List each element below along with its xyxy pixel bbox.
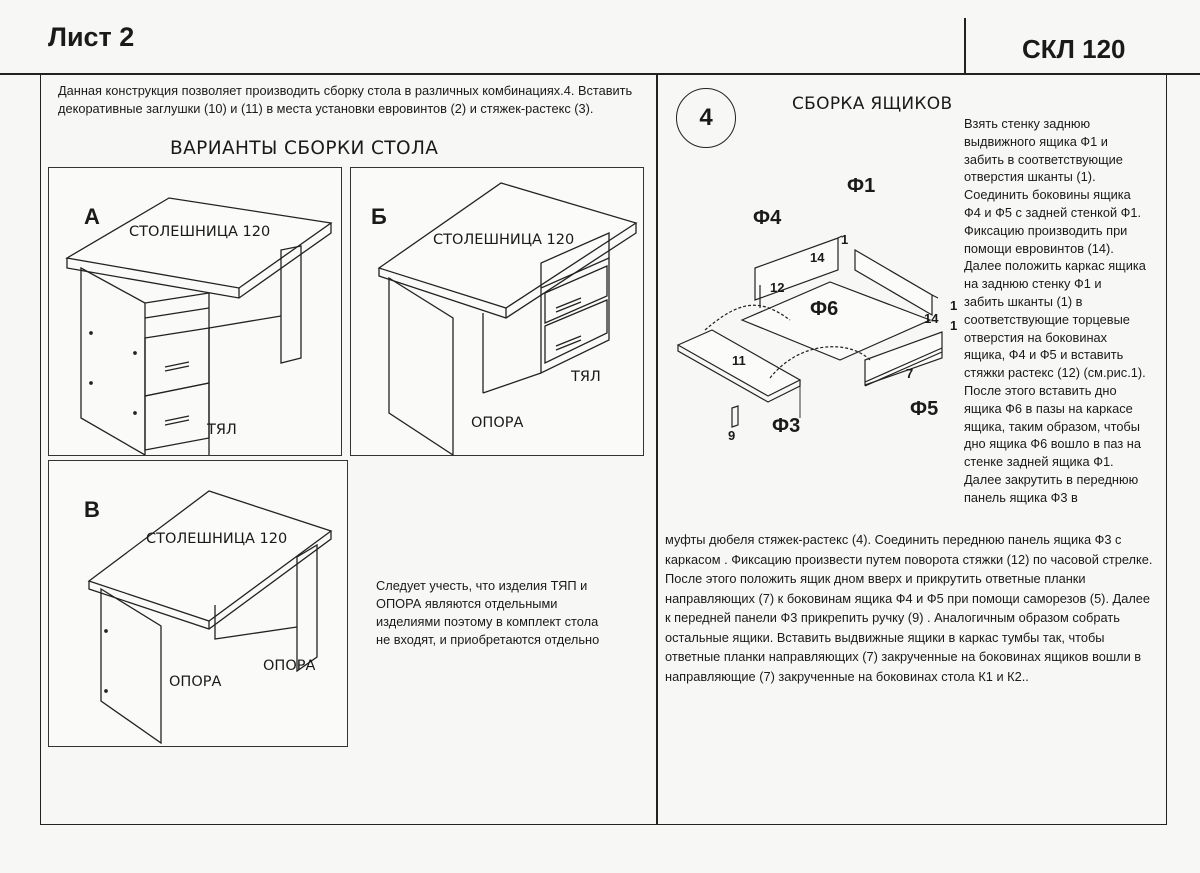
drawer-assembly-diagram: [660, 170, 960, 460]
instruction-line: забить в соответствующие: [964, 151, 1123, 167]
callout-7: 7: [906, 366, 914, 381]
note-line: Следует учесть, что изделия ТЯП и: [376, 578, 588, 593]
note-text: [376, 577, 599, 649]
instruction-line: направляющих (7) к боковинам ящика Ф4 и Ф5 при помощи саморезов (5). Далее: [665, 590, 1151, 606]
callout-1a: 1: [841, 232, 849, 247]
product-code: СКЛ 120: [1022, 34, 1126, 64]
instruction-line: Ф4 и Ф5 с задней стенкой Ф1.: [964, 204, 1142, 220]
variant-c-top-label: СТОЛЕШНИЦА 120: [146, 531, 288, 547]
instruction-line: отверстия на боковинах: [964, 329, 1108, 345]
intro-text: [58, 82, 658, 118]
variant-b-part1-label: ТЯЛ: [571, 369, 601, 385]
variant-c-panel: [48, 460, 348, 747]
variant-b-letter: Б: [371, 204, 387, 229]
variant-a-part-label: ТЯЛ: [207, 422, 237, 438]
instructions-wide: [665, 530, 1152, 686]
desk-b-drawing: [351, 168, 643, 455]
instruction-line: ящика, Ф4 и Ф5 и вставить: [964, 347, 1124, 363]
note-line: изделиями поэтому в комплект стола: [376, 614, 599, 629]
instruction-line: забить шканты (1) в: [964, 293, 1083, 309]
instruction-line: муфты дюбеля стяжек-растекс (4). Соединить переднюю панель ящика Ф3 с: [665, 532, 1122, 547]
variant-c-letter: В: [84, 497, 100, 522]
instruction-line: каркасом . Фиксацию произвести путем поворота стяжки (12) по часовой стрелке.: [665, 551, 1153, 567]
instruction-line: Взять стенку заднюю: [964, 116, 1091, 131]
part-f1-label: Ф1: [847, 175, 876, 197]
variant-c-part1-label: ОПОРА: [169, 674, 222, 690]
callout-11: 11: [732, 353, 746, 368]
instruction-line: стенке задней ящика Ф1.: [964, 454, 1114, 470]
instruction-line: ящика, таким образом, чтобы: [964, 418, 1140, 434]
instruction-line: После этого вставить дно: [964, 382, 1117, 398]
instruction-line: Фиксацию производить при: [964, 222, 1128, 238]
step-title: СБОРКА ЯЩИКОВ: [792, 94, 953, 114]
intro-line: Данная конструкция позволяет производить сборку стола в различных комбинациях.4. Вставить: [58, 83, 633, 98]
instruction-line: отверстия шканты (1).: [964, 169, 1096, 185]
variant-c-part2-label: ОПОРА: [263, 658, 316, 674]
variant-b-panel: [350, 167, 644, 456]
variant-b-top-label: СТОЛЕШНИЦА 120: [433, 232, 575, 248]
callout-14b: 14: [924, 311, 939, 326]
instruction-line: к передней панели Ф3 прикрепить ручку (9) . Аналогичным образом собрать: [665, 610, 1120, 625]
instructions-column: [964, 115, 1146, 507]
intro-line: декоративные заглушки (10) и (11) в места установки евровинтов (2) и стяжек-растекс (3).: [58, 101, 594, 116]
note-line: не входят, и приобретаются отдельно: [376, 632, 600, 647]
instruction-line: на заднюю стенку Ф1 и: [964, 276, 1102, 292]
sheet-title: Лист 2: [48, 22, 135, 52]
variant-a-top-label: СТОЛЕШНИЦА 120: [129, 224, 271, 240]
callout-14a: 14: [810, 250, 825, 265]
variant-b-part2-label: ОПОРА: [471, 415, 524, 431]
instruction-line: соответствующие торцевые: [964, 311, 1130, 327]
part-f6-label: Ф6: [810, 298, 839, 320]
variant-a-panel: [48, 167, 342, 456]
instruction-line: помощи евровинтов (14).: [964, 240, 1114, 256]
part-f4-label: Ф4: [753, 207, 782, 229]
instruction-line: стяжки растекс (12) (см.рис.1).: [964, 365, 1146, 381]
center-divider: [656, 73, 658, 824]
variant-a-letter: А: [84, 204, 100, 229]
instruction-line: Соединить боковины ящика: [964, 187, 1131, 203]
instruction-line: После этого положить ящик дном вверх и прикрутить ответные планки: [665, 571, 1086, 586]
instruction-line: ответные планки направляющих (7) закрученные на боковинах ящиков вошли в: [665, 649, 1142, 664]
callout-12: 12: [770, 280, 785, 295]
step-number-badge: 4: [676, 88, 736, 148]
instruction-line: Далее закрутить в переднюю: [964, 471, 1139, 487]
variants-title: ВАРИАНТЫ СБОРКИ СТОЛА: [170, 138, 439, 159]
header-divider: [964, 18, 966, 74]
instruction-line: остальные ящики. Вставить выдвижные ящики в каркас тумбы так, чтобы: [665, 629, 1105, 645]
part-f3-label: Ф3: [772, 415, 801, 437]
callout-1c: 1: [950, 318, 958, 333]
instruction-line: дно ящика Ф6 вошло в паз на: [964, 436, 1141, 452]
instruction-line: ящика Ф6 в пазы на каркасе: [964, 400, 1133, 416]
part-f5-label: Ф5: [910, 398, 939, 420]
instruction-line: Далее положить каркас ящика: [964, 258, 1146, 274]
instruction-line: направляющие (7) закрученные на боковинах стола К1 и К2..: [665, 668, 1029, 684]
callout-9: 9: [728, 428, 736, 443]
note-line: ОПОРА являются отдельными: [376, 596, 558, 611]
instruction-line: панель ящика Ф3 в: [964, 489, 1078, 505]
callout-1b: 1: [950, 298, 958, 313]
instruction-line: выдвижного ящика Ф1 и: [964, 133, 1108, 149]
